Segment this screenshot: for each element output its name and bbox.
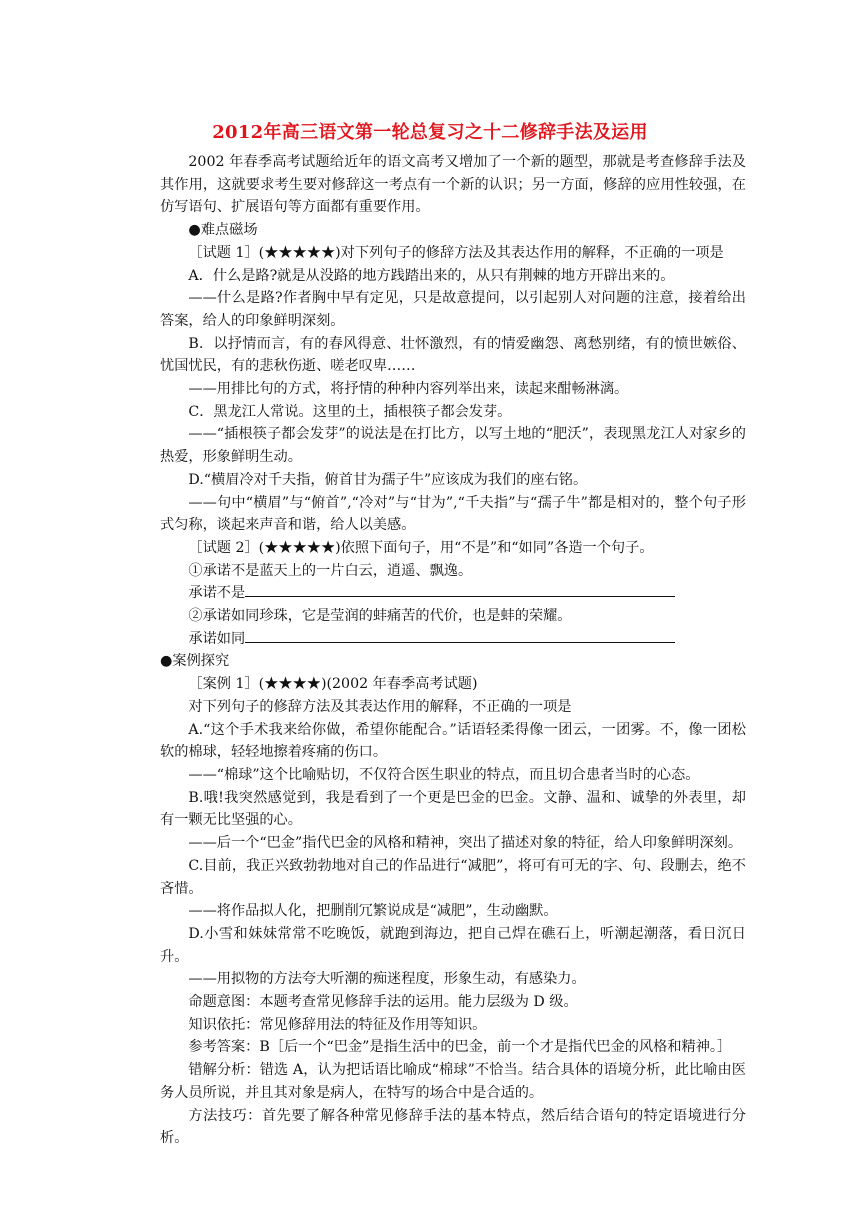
q1-option-c-explanation: ——“插根筷子都会发芽”的说法是在打比方，以写土地的“肥沃”，表现黑龙江人对家乡的热爱，形象鲜明生动。 (160, 426, 746, 466)
answer-blank-1[interactable] (245, 582, 675, 597)
q1-option-a: A．什么是路?就是从没路的地方践踏出来的，从只有荆棘的地方开辟出来的。 (188, 267, 675, 284)
case1-question: 对下列句子的修辞方法及其表达作用的解释，不正确的一项是 (188, 698, 572, 715)
q1-option-b: B．以抒情而言，有的春风得意、壮怀激烈，有的情爱幽怨、离愁别绪，有的愤世嫉俗、忧国忧民，有的悲秋伤逝、嗟老叹卑…… (160, 335, 746, 375)
intro-paragraph: 2002 年春季高考试题给近年的语文高考又增加了一个新的题型，那就是考查修辞手法及其作用，这就要求考生要对修辞这一考点有一个新的认识；另一方面，修辞的应用性较强，在仿写语句、扩展语句等方面都有重要作用。 (160, 154, 746, 216)
q1-option-d-explanation: ——句中“横眉”与“俯首”,“冷对”与“甘为”,“千夫指”与“孺子牛”都是相对的，整个句子形式匀称，谈起来声音和谐，给人以美感。 (160, 494, 746, 534)
section-heading-case: ●案例探究 (160, 653, 230, 670)
case1-basis: 知识依托：常见修辞用法的特征及作用等知识。 (188, 1016, 487, 1033)
case1-method: 方法技巧：首先要了解各种常见修辞手法的基本特点，然后结合语句的特定语境进行分析。 (160, 1107, 746, 1147)
answer-blank-2[interactable] (245, 628, 675, 643)
case1-answer: 参考答案：B［后一个“巴金”是指生活中的巴金，前一个才是指代巴金的风格和精神。］ (188, 1039, 732, 1056)
case1-intent: 命题意图：本题考查常见修辞手法的运用。能力层级为 D 级。 (188, 994, 578, 1011)
q2-prompt-2: 承诺如同 (188, 630, 246, 647)
case1-error-analysis: 错解分析：错选 A，认为把话语比喻成“棉球”不恰当。结合具体的语境分析，此比喻由医务人员所说，并且其对象是病人，在特写的场合中是合适的。 (160, 1062, 746, 1101)
page-title: 2012年高三语文第一轮总复习之十二修辞手法及运用 (212, 122, 648, 143)
document-body (160, 151, 746, 1150)
q2-sentence-2: ②承诺如同珍珠，它是莹润的蚌痛苦的代价，也是蚌的荣耀。 (188, 608, 572, 625)
case1-option-b-explanation: ——后一个“巴金”指代巴金的风格和精神，突出了描述对象的特征，给人印象鲜明深刻。 (188, 835, 743, 852)
q1-option-a-explanation: ——什么是路?作者胸中早有定见，只是故意提问，以引起别人对问题的注意，接着给出答案，给人的印象鲜明深刻。 (160, 290, 746, 329)
case1-stem: ［案例 1］(★★★★)(2002 年春季高考试题) (188, 676, 478, 693)
q2-stem: ［试题 2］(★★★★★)依照下面句子，用“不是”和“如同”各造一个句子。 (188, 539, 654, 556)
q1-option-d: D.“横眉冷对千夫指，俯首甘为孺子牛”应该成为我们的座右铭。 (188, 471, 588, 488)
case1-option-c-explanation: ——将作品拟人化，把删削冗繁说成是“减肥”，生动幽默。 (188, 903, 558, 920)
section-heading-difficulty: ●难点磁场 (188, 222, 258, 239)
case1-option-d: D.小雪和妹妹常常不吃晚饭，就跑到海边，把自己焊在礁石上，听潮起潮落，看日沉日升。 (160, 925, 746, 965)
case1-option-c: C.目前，我正兴致勃勃地对自己的作品进行“减肥”，将可有可无的字、句、段删去，绝不吝惜。 (160, 857, 746, 897)
q1-stem: ［试题 1］(★★★★★)对下列句子的修辞方法及其表达作用的解释，不正确的一项是 (188, 244, 724, 261)
q2-answer-line-2 (160, 628, 746, 651)
q2-sentence-1: ①承诺不是蓝天上的一片白云，逍遥、飘逸。 (188, 562, 473, 579)
q1-option-b-explanation: ——用排比句的方式，将抒情的种种内容列举出来，读起来酣畅淋漓。 (188, 381, 629, 398)
case1-option-a-explanation: ——“棉球”这个比喻贴切，不仅符合医生职业的特点，而且切合患者当时的心态。 (188, 766, 700, 783)
q1-option-c: C．黑龙江人常说。这里的土，插根筷子都会发芽。 (188, 403, 512, 420)
q2-prompt-1: 承诺不是 (188, 585, 246, 602)
case1-option-a: A.“这个手术我来给你做，希望你能配合。”话语轻柔得像一团云，一团雾。不，像一团松软的棉球，轻轻地擦着疼痛的伤口。 (160, 721, 746, 761)
case1-option-d-explanation: ——用拟物的方法夸大听潮的痴迷程度，形象生动，有感染力。 (188, 971, 586, 988)
case1-option-b: B.哦!我突然感觉到，我是看到了一个更是巴金的巴金。文静、温和、诚挚的外表里，却有一颗无比坚强的心。 (160, 789, 746, 829)
q2-answer-line-1 (160, 582, 746, 605)
